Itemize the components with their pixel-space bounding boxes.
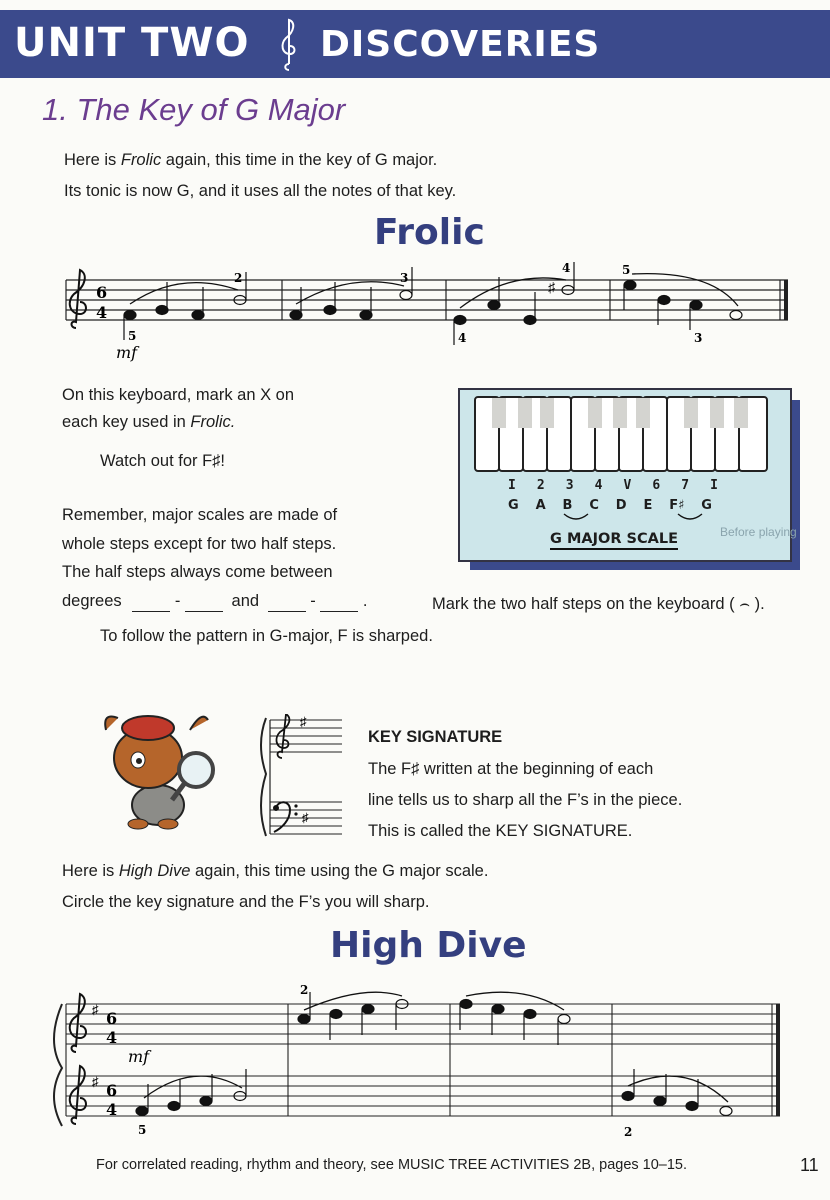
watch-note: Watch out for F♯!	[100, 452, 226, 470]
fingering: 3	[400, 271, 409, 285]
key-sig-line-1: The F♯ written at the beginning of each	[368, 760, 654, 778]
kb-instruction-2: each key used in Frolic.	[62, 413, 236, 431]
high-dive-staff	[44, 980, 784, 1140]
scale-label: G MAJOR SCALE	[550, 531, 678, 550]
time-sig-bottom: 4	[96, 303, 108, 322]
detective-mascot-image	[98, 700, 228, 830]
intro-line-1: Here is Frolic again, this time in the key of G major.	[64, 151, 438, 169]
sharp-icon: ♯	[302, 810, 309, 825]
footer-note: For correlated reading, rhythm and theory, see MUSIC TREE ACTIVITIES 2B, pages 10–15.	[96, 1157, 688, 1173]
time-sig-top: 6	[106, 1081, 118, 1100]
treble-clef-icon	[278, 14, 300, 74]
sharp-icon: ♯	[92, 1074, 99, 1089]
keyboard[interactable]	[474, 396, 770, 474]
mark-instruction: Mark the two half steps on the keyboard ( ⌢ ).	[432, 595, 765, 613]
blank-4[interactable]	[320, 591, 358, 612]
scale-notes: G A B C D E F♯ G	[508, 498, 712, 513]
time-sig-bottom: 4	[106, 1028, 118, 1047]
dynamic-marking: mf	[128, 1047, 150, 1066]
scales-line-3: The half steps always come between	[62, 563, 333, 581]
high-dive-title: High Dive	[330, 925, 527, 966]
fingering: 5	[622, 263, 631, 277]
fingering: 2	[624, 1125, 633, 1139]
scales-line-1: Remember, major scales are made of	[62, 506, 338, 524]
frolic-staff	[60, 262, 800, 372]
half-step-arcs	[560, 512, 710, 526]
fingering: 3	[694, 331, 703, 345]
time-sig-bottom: 4	[106, 1100, 118, 1119]
key-signature-staff	[256, 714, 346, 840]
high-dive-intro-1: Here is High Dive again, this time using the G major scale.	[62, 862, 489, 880]
pattern-note: To follow the pattern in G-major, F is sharped.	[100, 627, 433, 645]
key-sig-line-3: This is called the KEY SIGNATURE.	[368, 822, 633, 840]
dynamic-marking: mf	[116, 343, 138, 362]
unit-heading: UNIT TWO	[14, 20, 250, 66]
degrees-fill-in: degrees - and - .	[62, 592, 368, 610]
scale-degrees: I 2 3 4 V 6 7 I	[508, 478, 718, 493]
sharp-icon: ♯	[548, 279, 555, 295]
high-dive-intro-2: Circle the key signature and the F’s you will sharp.	[62, 893, 430, 911]
key-sig-line-2: line tells us to sharp all the F’s in the piece.	[368, 791, 683, 809]
treble-clef-icon	[70, 994, 86, 1052]
topic-heading: DISCOVERIES	[320, 24, 601, 65]
fingering: 4	[562, 262, 571, 275]
time-sig-top: 6	[96, 283, 108, 302]
blank-3[interactable]	[268, 591, 306, 612]
fingering: 5	[128, 329, 137, 343]
faint-bleed-text: Before playing	[720, 525, 797, 539]
page-number: 11	[800, 1155, 819, 1175]
time-sig-top: 6	[106, 1009, 118, 1028]
blank-1[interactable]	[132, 591, 170, 612]
treble-clef-icon	[70, 1066, 86, 1124]
scales-line-2: whole steps except for two half steps.	[62, 535, 337, 553]
sharp-icon: ♯	[300, 714, 307, 729]
key-sig-heading: KEY SIGNATURE	[368, 728, 503, 746]
intro-line-2: Its tonic is now G, and it uses all the notes of that key.	[64, 182, 457, 200]
fingering: 2	[300, 983, 309, 997]
treble-clef-icon	[70, 270, 86, 328]
sharp-icon: ♯	[92, 1002, 99, 1017]
frolic-title: Frolic	[374, 212, 485, 253]
fingering: 5	[138, 1123, 147, 1137]
section-title: 1. The Key of G Major	[42, 92, 346, 127]
blank-2[interactable]	[185, 591, 223, 612]
kb-instruction-1: On this keyboard, mark an X on	[62, 386, 295, 404]
fingering: 2	[234, 271, 243, 285]
fingering: 4	[458, 331, 467, 345]
